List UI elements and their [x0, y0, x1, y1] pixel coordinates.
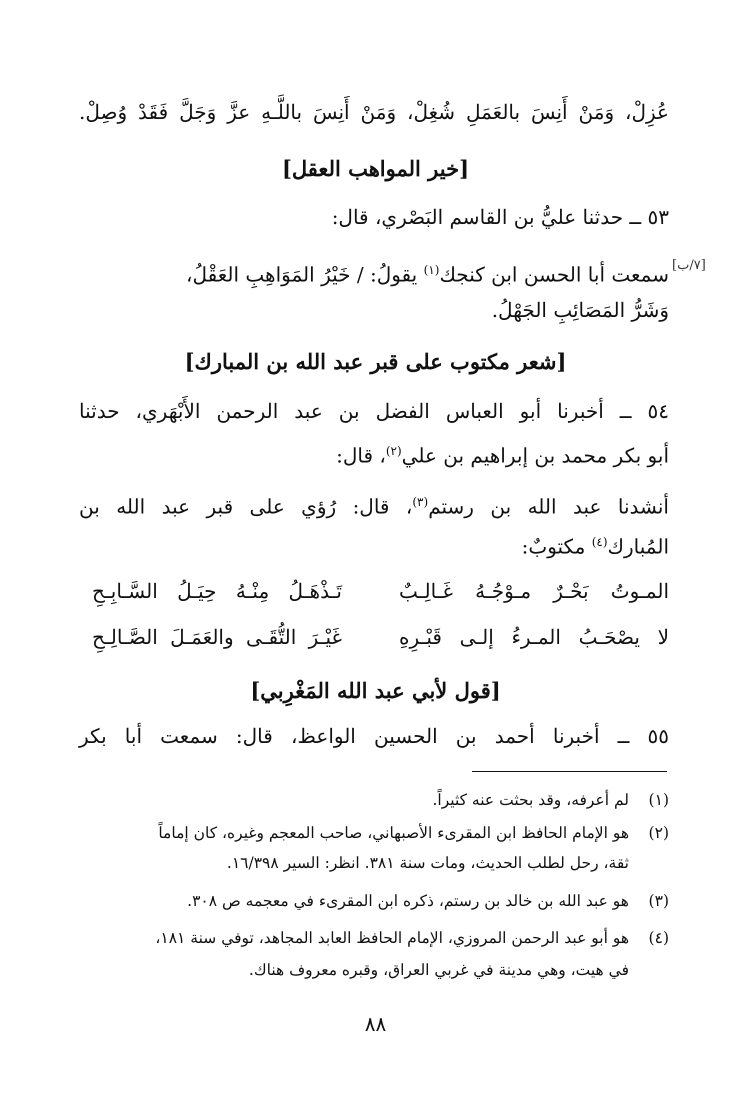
- footnote-text: هو الإمام الحافظ ابن المقرىء الأصبهاني، صاحب المعجم وغيره، كان إماماً: [158, 824, 629, 842]
- verse-hemistich: المـوتُ بَحْـرٌ مـوْجُـهُ غَـالِـبٌ: [399, 579, 669, 603]
- text-run: مكتوبٌ:: [521, 534, 592, 559]
- footnote: [69, 820, 669, 846]
- text-run: سمعت أبا الحسن ابن كنجك: [439, 262, 669, 287]
- text-run: ، قال: رُؤي على قبر عبد الله بن: [79, 494, 413, 519]
- text-run: أبو بكر محمد بن إبراهيم بن علي: [401, 443, 669, 468]
- section-heading: [خير المواهب العقل]: [281, 156, 470, 181]
- footnote-continuation: في هيت، وهي مدينة في غربي العراق، وقبره معروف هناك.: [248, 961, 629, 979]
- footnote-ref: (٣): [412, 495, 429, 509]
- footnote: [69, 787, 669, 813]
- margin-note: [٧/ب]: [672, 258, 706, 273]
- text-line: عُزِلْ، وَمَنْ أَنِسَ بالعَمَلِ شُغِلْ، وَمَنْ أَنِسَ باللَّـهِ عزَّ وَجَلَّ فَقَدْ وُصِلْ.: [79, 100, 669, 124]
- section-heading: [قول لأبي عبد الله المَغْرِبي]: [250, 678, 501, 703]
- text-line: [79, 256, 669, 289]
- footnote-number: (١): [648, 791, 669, 809]
- verse-hemistich: تَـذْهَـلُ مِنْـهُ حِيَـلُ السَّـابِـحِ: [92, 579, 342, 603]
- footnote: [69, 925, 669, 951]
- footnote-number: (٣): [648, 892, 669, 910]
- footnote: [69, 888, 669, 914]
- text-line: وَشَرُّ المَصَائِبِ الجَهْلُ.: [491, 298, 669, 322]
- footnote-ref: (٤): [591, 535, 608, 549]
- text-run: أنشدنا عبد الله بن رستم: [428, 494, 669, 519]
- footnote-ref: (٢): [385, 444, 402, 458]
- text-line: ٥٥ ــ أخبرنا أحمد بن الحسين الواعظ، قال: سمعت أبا بكر: [79, 724, 669, 748]
- footnote-divider: [472, 771, 667, 772]
- footnote-text: هو عبد الله بن خالد بن رستم، ذكره ابن المقرىء في معجمه ص ٣٠٨.: [187, 892, 629, 910]
- footnote-text: لم أعرفه، وقد بحثت عنه كثيراً.: [432, 791, 629, 809]
- text-line: [79, 488, 669, 521]
- verse-hemistich: غَيْـرَ التُّقَـى والعَمَـلَ الصَّـالِـحِ: [92, 625, 342, 649]
- text-run: يقولُ: / خَيْرُ المَوَاهِبِ العَقْلُ،: [186, 262, 424, 287]
- text-line: ٥٣ ــ حدثنا عليُّ بن القاسم البَصْري، قال:: [331, 205, 669, 229]
- text-run: ، قال:: [336, 443, 386, 468]
- page-number: ٨٨: [364, 1012, 387, 1036]
- text-line: [79, 528, 669, 561]
- footnote-continuation: ثقة، رحل لطلب الحديث، ومات سنة ٣٨١. انظر: السير ١٦/٣٩٨.: [226, 854, 629, 872]
- footnote-ref: (١): [423, 263, 440, 277]
- verse-hemistich: لا يصْحَـبُ المـرءُ إلـى قَبْـرِهِ: [399, 625, 669, 649]
- footnote-number: (٢): [648, 824, 669, 842]
- text-line: ٥٤ ــ أخبرنا أبو العباس الفضل بن عبد الرحمن الأَبْهَري، حدثنا: [79, 399, 669, 423]
- text-line: [79, 437, 669, 470]
- footnote-text: هو أبو عبد الرحمن المروزي، الإمام الحافظ العابد المجاهد، توفي سنة ١٨١،: [155, 929, 629, 947]
- footnote-number: (٤): [648, 929, 669, 947]
- section-heading: [شعر مكتوب على قبر عبد الله بن المبارك]: [184, 349, 567, 374]
- text-run: المُبارك: [607, 534, 669, 559]
